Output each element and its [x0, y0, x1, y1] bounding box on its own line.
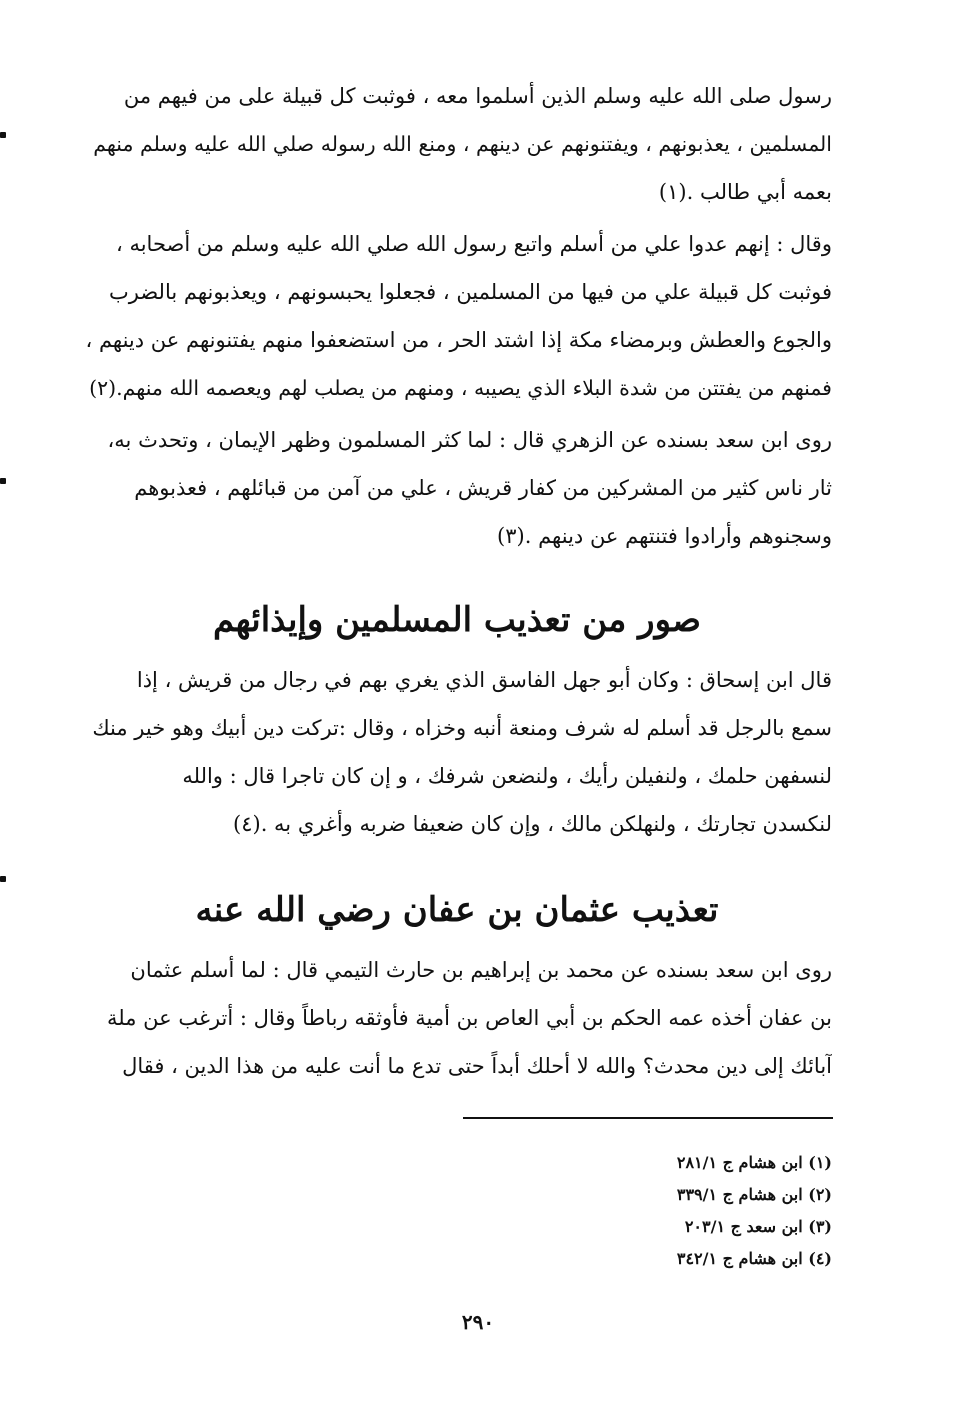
scan-mark [0, 132, 6, 138]
text-line: ثار ناس كثير من المشركين من كفار قريش ، علي من آمن من قبائلهم ، فعذبوهم [134, 476, 832, 500]
scan-mark [0, 876, 6, 882]
paragraph-3 [82, 416, 832, 560]
text-line: رسول صلى الله عليه وسلم الذين أسلموا معه ، فوثبت كل قبيلة على من فيهم من [123, 84, 832, 108]
scan-mark [0, 478, 6, 484]
footnote: (٣) ابن سعد ج ٢٠٣/١ [684, 1217, 832, 1236]
paragraph-2 [82, 220, 832, 412]
paragraph-5 [82, 946, 832, 1090]
footnotes [560, 1147, 832, 1275]
text-line: سمع بالرجل قد أسلم له شرف ومنعة أنبه وخزاه ، وقال :تركت دين أبيك وهو خير منك [92, 716, 832, 740]
text-line: بن عفان أخذه عمه الحكم بن أبي العاص بن أمية فأوثقه رباطاً وقال : أترغب عن ملة [107, 1006, 832, 1030]
text-line: روى ابن سعد بسنده عن محمد بن إبراهيم بن حارث التيمي قال : لما أسلم عثمان [130, 958, 832, 982]
section-heading-1: صور من تعذيب المسلمين وإيذائهم [212, 600, 702, 640]
text-line: روى ابن سعد بسنده عن الزهري قال : لما كثر المسلمون وظهر الإيمان ، وتحدث به، [107, 428, 832, 452]
paragraph-1 [82, 72, 832, 216]
paragraph-4 [82, 656, 832, 848]
footnote: (٤) ابن هشام ج ٣٤٢/١ [676, 1249, 832, 1268]
text-line: لنسفهن حلمك ، ولنفيلن رأيك ، ولنضعن شرفك ، و إن كان تاجرا قال : والله [182, 764, 832, 788]
page-number: ٢٩٠ [461, 1310, 495, 1334]
text-line: قال ابن إسحاق : وكان أبو جهل الفاسق الذي يغري بهم في رجال من قريش ، إذا [136, 668, 832, 692]
text-line: بعمه أبي طالب .(١) [658, 180, 832, 204]
footnote-separator [463, 1117, 833, 1119]
text-line: لنكسدن تجارتك ، ولنهلكن مالك ، وإن كان ضعيفا ضربه وأغري به .(٤) [233, 812, 832, 836]
text-line: والجوع والعطش وبرمضاء مكة إذا اشتد الحر ، من استضعفوا منهم يفتنونهم عن دينهم ، [85, 328, 832, 352]
text-line: المسلمين ، يعذبونهم ، ويفتنونهم عن دينهم ، ومنع الله رسوله صلي الله عليه وسلم منهم [93, 132, 832, 156]
text-line: وقال : إنهم عدوا علي من أسلم واتبع رسول الله صلي الله عليه وسلم من أصحابه ، [116, 232, 832, 256]
text-line: وسجنوهم وأرادوا فتنتهم عن دينهم .(٣) [497, 524, 832, 548]
footnote: (١) ابن هشام ج ٢٨١/١ [676, 1153, 832, 1172]
section-heading-2: تعذيب عثمان بن عفان رضي الله عنه [195, 890, 719, 930]
text-line: فمنهم من يفتتن من شدة البلاء الذي يصيبه ، ومنهم من يصلب لهم ويعصمه الله منهم.(٢) [89, 376, 832, 400]
text-line: آبائك إلى دين محدث؟ والله لا أحلك أبداً حتى تدع ما أنت عليه من هذا الدين ، فقال [122, 1054, 832, 1078]
text-line: فوثبت كل قبيلة علي من فيها من المسلمين ، فجعلوا يحبسونهم ، ويعذبونهم بالضرب [108, 280, 832, 304]
footnote: (٢) ابن هشام ج ٣٣٩/١ [676, 1185, 832, 1204]
